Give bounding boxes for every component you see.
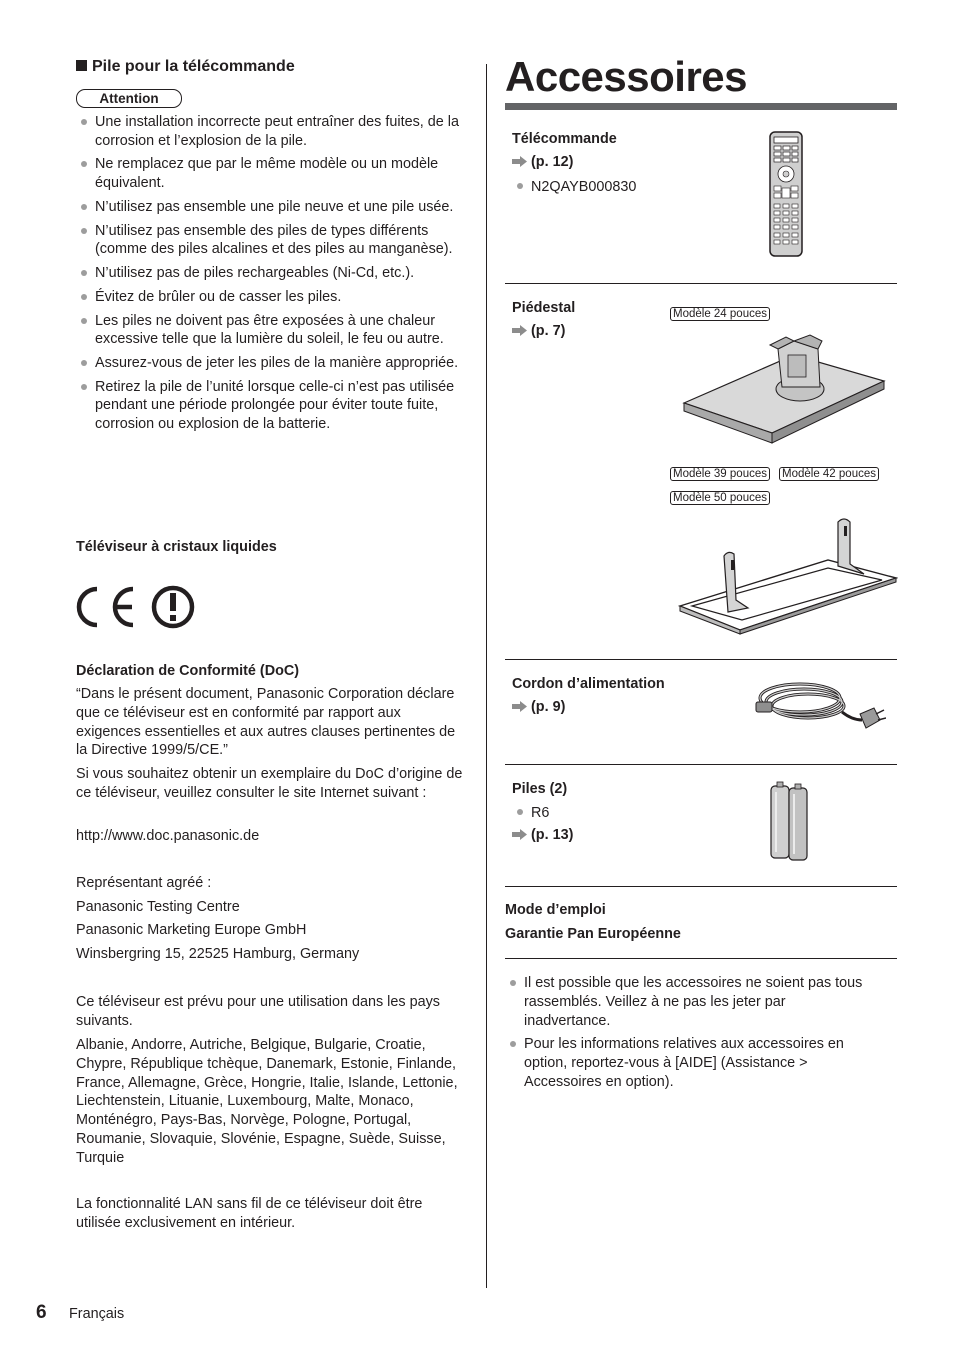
battery-section-heading: Pile pour la télécommande xyxy=(76,58,295,76)
rep-line: Winsbergring 15, 22525 Hamburg, Germany xyxy=(76,946,360,962)
list-item: N’utilisez pas de piles rechargeables (Ni-Cd, etc.). xyxy=(76,264,476,283)
bullet-icon xyxy=(81,204,87,210)
batteries-image xyxy=(768,780,812,862)
remote-control-image xyxy=(768,130,804,258)
arrow-right-icon xyxy=(512,156,527,167)
list-item: Une installation incorrecte peut entraîner des fuites, de la corrosion et l’explosion de la pile. xyxy=(76,113,476,151)
stand-large-image xyxy=(678,516,898,636)
doc-request-paragraph: Si vous souhaitez obtenir un exemplaire du DoC d’origine de ce téléviseur, veuillez consulter le site Internet suivant : xyxy=(76,766,463,801)
remote-label: Télécommande xyxy=(512,131,617,147)
page-title: Accessoires xyxy=(505,53,748,100)
doc-heading: Déclaration de Conformité (DoC) xyxy=(76,663,300,679)
doc-paragraph: “Dans le présent document, Panasonic Corporation déclare que ce téléviseur est en conformité par rapport aux exigences essentielles et aux autres clauses pertinentes de la Directive 1999/5/CE.” xyxy=(76,686,456,759)
list-item: Retirez la pile de l’unité lorsque celle-ci n’est pas utilisée pendant une période prolongée pour éviter toute fuite, corrosion ou explosion de la batterie. xyxy=(76,378,476,434)
warranty-label: Garantie Pan Européenne xyxy=(505,926,681,942)
arrow-right-icon xyxy=(512,325,527,336)
stand-label: Piédestal xyxy=(512,300,576,316)
bullet-icon xyxy=(517,183,523,189)
batteries-page-ref: (p. 13) xyxy=(512,827,573,843)
rep-line: Panasonic Marketing Europe GmbH xyxy=(76,922,307,938)
ce-mark xyxy=(76,585,200,634)
model-tag-42: Modèle 42 pouces xyxy=(779,464,879,482)
batteries-label: Piles (2) xyxy=(512,781,568,797)
doc-url: http://www.doc.panasonic.de xyxy=(76,828,260,844)
attention-badge: Attention xyxy=(76,89,182,108)
page-number: 6 xyxy=(36,1302,47,1323)
title-underline xyxy=(505,103,897,110)
batteries-type: R6 xyxy=(512,804,549,823)
manual-label: Mode d’emploi xyxy=(505,902,606,918)
rep-label: Représentant agréé : xyxy=(76,875,212,891)
arrow-right-icon xyxy=(512,829,527,840)
battery-warning-list xyxy=(76,113,476,439)
section-divider xyxy=(505,886,897,887)
list-item: Les piles ne doivent pas être exposées à une chaleur excessive telle que la lumière du soleil, le feu ou autre. xyxy=(76,312,476,350)
stand-page-ref: (p. 7) xyxy=(512,323,565,339)
power-cord-image xyxy=(752,676,886,740)
bullet-icon xyxy=(81,384,87,390)
stand-24-image xyxy=(682,333,886,453)
bullet-icon xyxy=(81,270,87,276)
model-tag-24: Modèle 24 pouces xyxy=(670,304,770,322)
cord-page-ref: (p. 9) xyxy=(512,699,565,715)
bullet-icon xyxy=(81,119,87,125)
countries-intro: Ce téléviseur est prévu pour une utilisation dans les pays suivants. xyxy=(76,994,440,1029)
rep-line: Panasonic Testing Centre xyxy=(76,899,240,915)
section-divider xyxy=(505,958,897,959)
section-divider xyxy=(505,283,897,284)
list-item: Pour les informations relatives aux accessoires en option, reportez-vous à [AIDE] (Assistance > Accessoires en option). xyxy=(505,1035,875,1091)
list-item: Ne remplacez que par le même modèle ou un modèle équivalent. xyxy=(76,155,476,193)
ce-alert-mark-icon xyxy=(76,585,200,629)
list-item: Il est possible que les accessoires ne soient pas tous rassemblés. Veillez à ne pas les jeter par inadvertance. xyxy=(505,974,875,1030)
cord-label: Cordon d’alimentation xyxy=(512,676,665,692)
section-divider xyxy=(505,764,897,765)
lan-note: La fonctionnalité LAN sans fil de ce téléviseur doit être utilisée exclusivement en intérieur. xyxy=(76,1196,423,1231)
section-divider xyxy=(505,659,897,660)
list-item: N’utilisez pas ensemble des piles de types différents (comme des piles alcalines et des piles au manganèse). xyxy=(76,222,476,260)
square-bullet-icon xyxy=(76,60,87,71)
list-item: N’utilisez pas ensemble une pile neuve et une pile usée. xyxy=(76,198,476,217)
remote-model: N2QAYB000830 xyxy=(512,178,636,197)
column-divider xyxy=(486,64,487,1288)
footer-language: Français xyxy=(69,1306,125,1322)
bullet-icon xyxy=(81,161,87,167)
countries-list: Albanie, Andorre, Autriche, Belgique, Bulgarie, Croatie, Chypre, République tchèque, Danemark, Estonie, Finlande, France, Allemagne, Grèce, Hongrie, Italie, Islande, Lettonie, Liechtenstein, Lituanie, Luxembourg, Malte, Monaco, Monténégro, Pays-Bas, Norvège, Pologne, Portugal, Roumanie, Slovaquie, Slovénie, Espagne, Suède, Suisse, Turquie xyxy=(76,1037,458,1166)
bullet-icon xyxy=(81,318,87,324)
arrow-right-icon xyxy=(512,701,527,712)
list-item: Assurez-vous de jeter les piles de la manière appropriée. xyxy=(76,354,476,373)
remote-page-ref: (p. 12) xyxy=(512,154,573,170)
model-tag-39: Modèle 39 pouces xyxy=(670,464,770,482)
bullet-icon xyxy=(81,360,87,366)
bullet-icon xyxy=(517,809,523,815)
tv-heading: Téléviseur à cristaux liquides xyxy=(76,539,277,555)
bullet-icon xyxy=(81,294,87,300)
model-tag-50: Modèle 50 pouces xyxy=(670,488,770,506)
accessories-notes xyxy=(505,974,875,1097)
bullet-icon xyxy=(81,228,87,234)
bullet-icon xyxy=(510,980,516,986)
bullet-icon xyxy=(510,1041,516,1047)
list-item: Évitez de brûler ou de casser les piles. xyxy=(76,288,476,307)
